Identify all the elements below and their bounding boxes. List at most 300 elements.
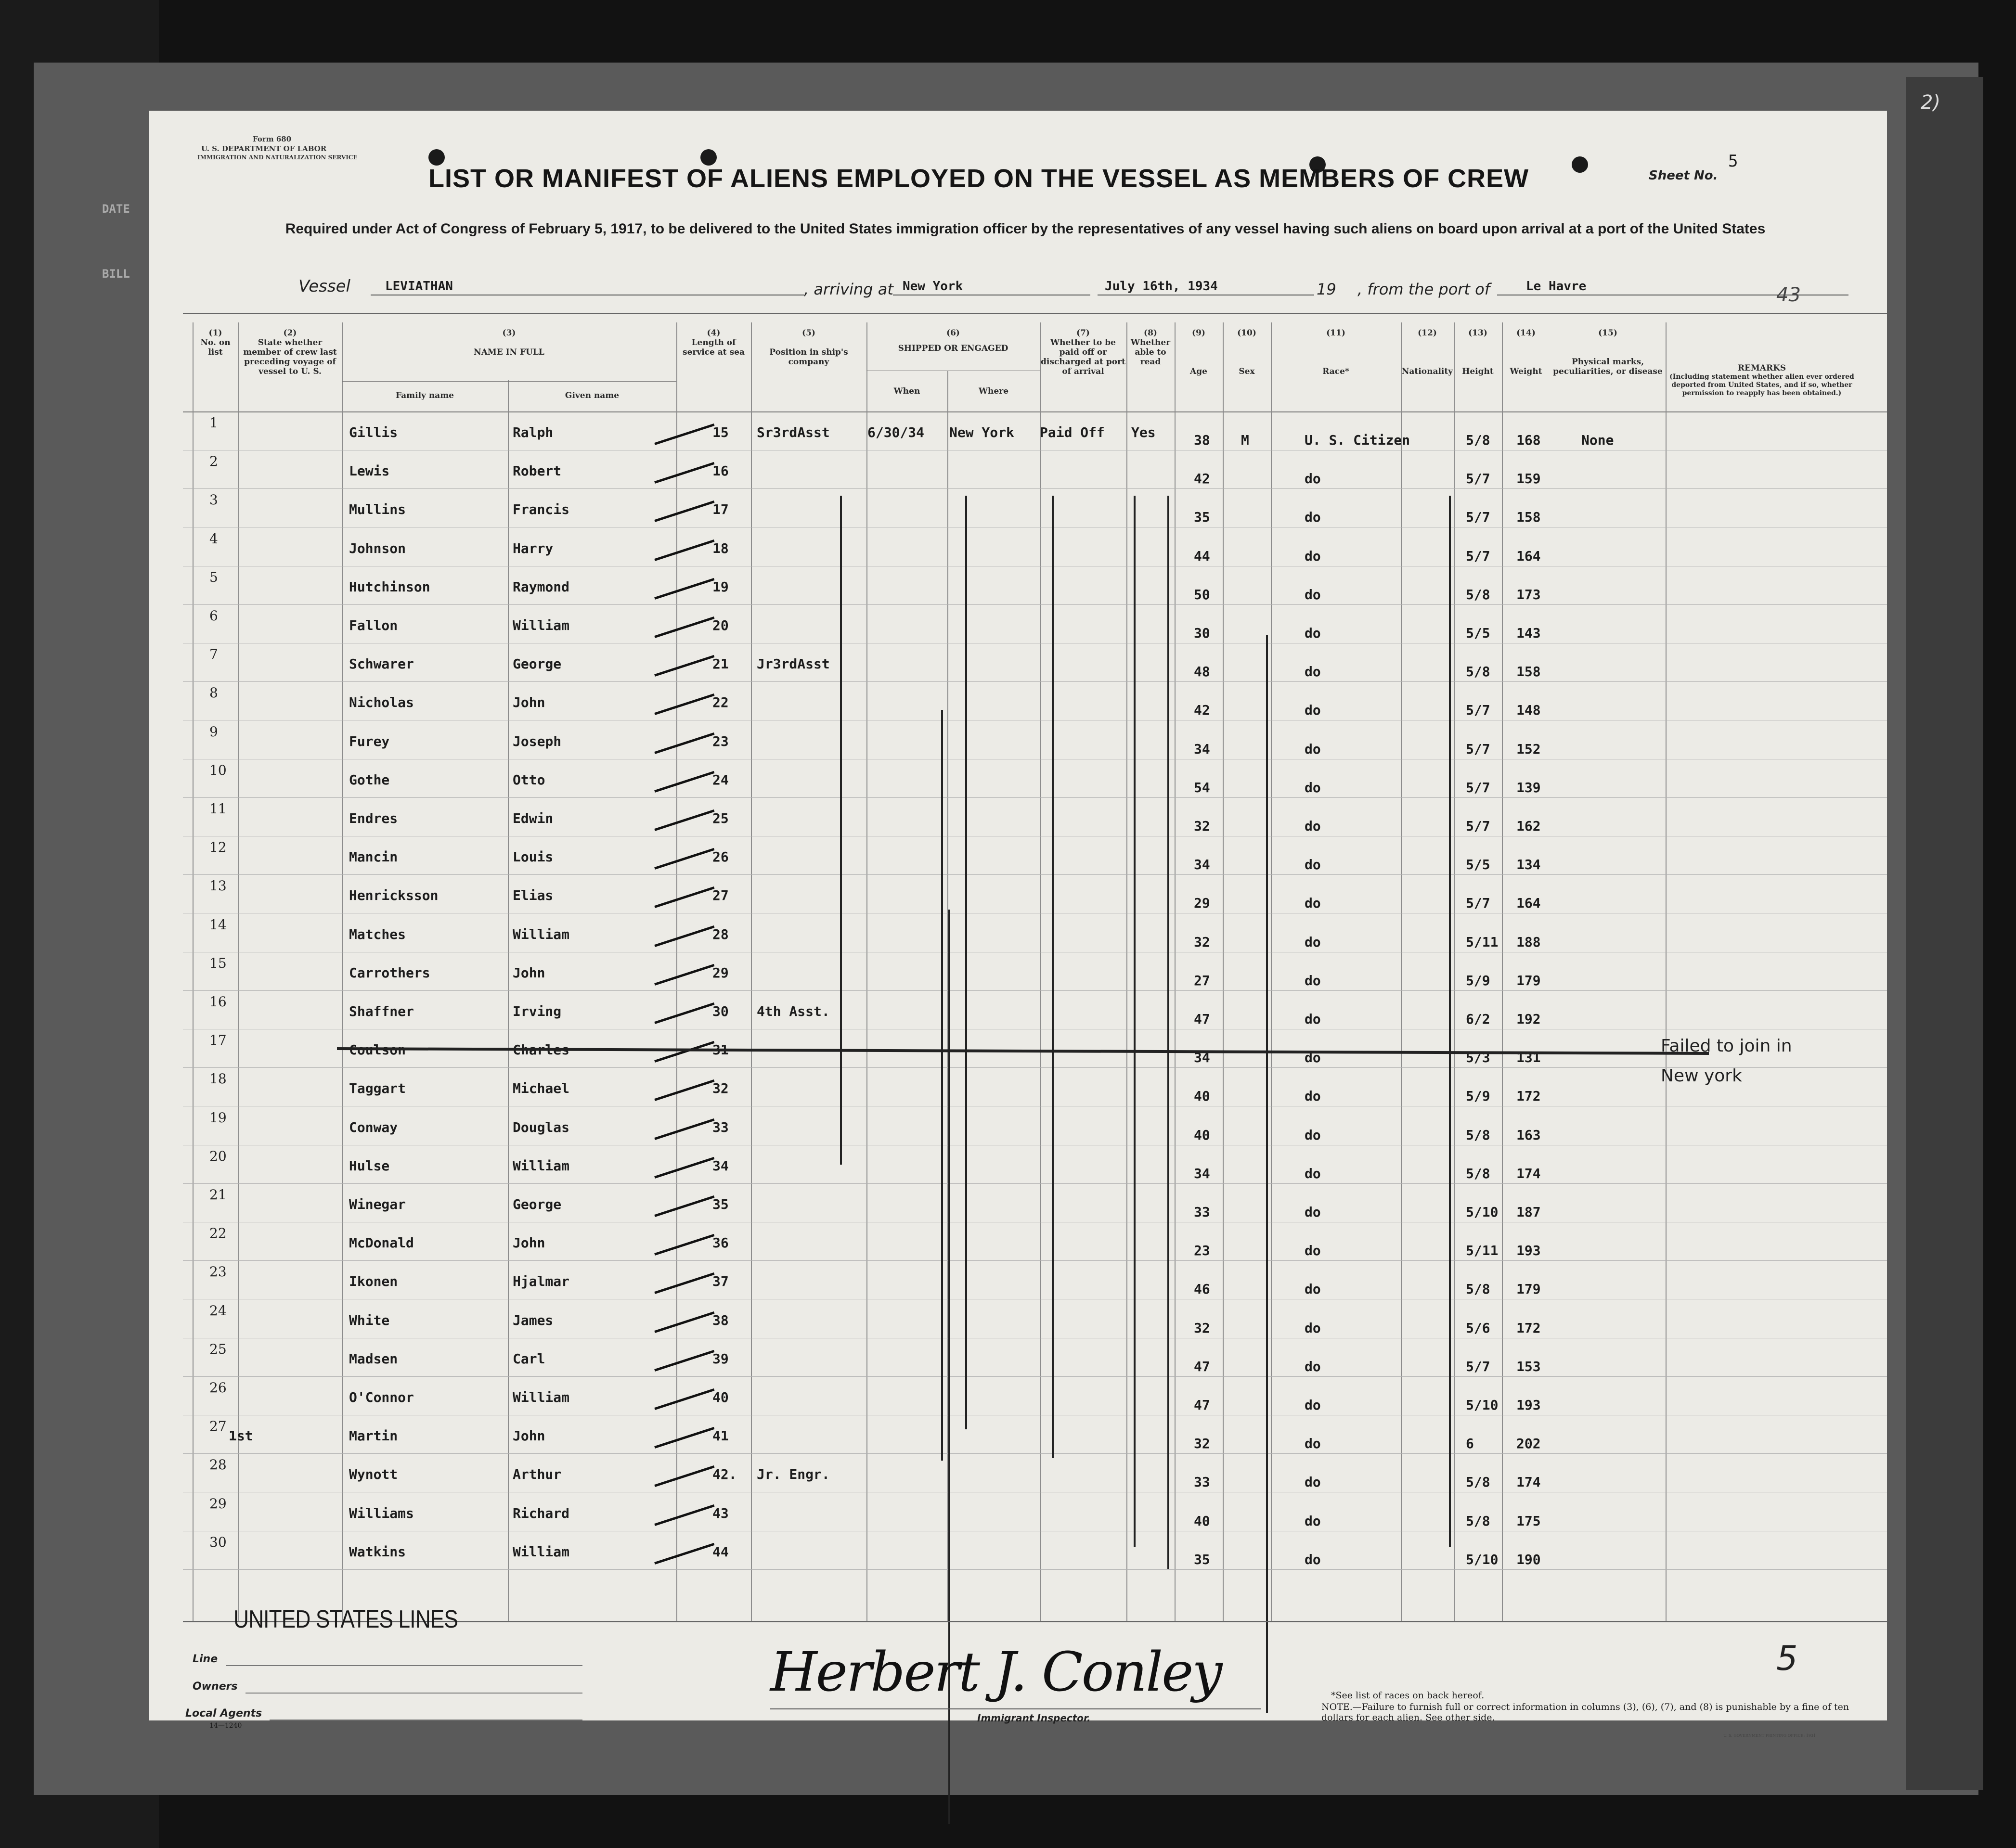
weight-cell: 163 — [1516, 1127, 1541, 1143]
service-cell: 43 — [712, 1505, 729, 1521]
owners-label: Owners — [193, 1681, 238, 1693]
line-underline — [226, 1665, 582, 1666]
column-rule — [193, 322, 194, 1622]
weight-cell: 131 — [1516, 1050, 1541, 1066]
weight-cell: 172 — [1516, 1088, 1541, 1104]
age-cell: 34 — [1194, 1050, 1210, 1066]
race-cell: do — [1305, 1551, 1321, 1567]
row-number: 13 — [209, 878, 227, 894]
row-number: 25 — [209, 1341, 227, 1357]
row-number: 24 — [209, 1302, 227, 1319]
vessel-label: Vessel — [298, 277, 350, 296]
column-rule — [1271, 322, 1272, 1622]
family-cell: Furey — [349, 733, 390, 749]
race-cell: do — [1305, 1011, 1321, 1027]
check-mark — [654, 1350, 714, 1372]
col-2-header: (2) State whether member of crew last preceding voyage of vessel to U. S. — [243, 328, 337, 376]
punch-hole — [700, 149, 717, 166]
row-number: 20 — [209, 1148, 227, 1164]
ditto-mark — [1134, 496, 1136, 1547]
race-cell: do — [1305, 934, 1321, 950]
service-cell: 25 — [712, 810, 729, 826]
given-cell: Elias — [513, 887, 554, 904]
row-number: 15 — [209, 955, 227, 971]
given-cell: Joseph — [513, 733, 562, 749]
given-cell: William — [513, 1543, 570, 1560]
given-cell: Arthur — [513, 1466, 562, 1483]
age-cell: 47 — [1194, 1397, 1210, 1413]
given-cell: John — [513, 1428, 545, 1444]
col-13-header: (13) Height — [1462, 328, 1494, 376]
race-cell: do — [1305, 586, 1321, 603]
weight-cell: 148 — [1516, 702, 1541, 719]
age-cell: 38 — [1194, 432, 1210, 448]
check-mark — [654, 1079, 714, 1101]
races-footnote: *See list of races on back hereof. — [1331, 1690, 1485, 1701]
age-cell: 46 — [1194, 1281, 1210, 1297]
service-cell: 38 — [712, 1312, 729, 1328]
row-number: 23 — [209, 1264, 227, 1280]
col-11-header: (11) Race* — [1322, 328, 1349, 376]
service-cell: 32 — [712, 1080, 729, 1097]
age-cell: 35 — [1194, 1551, 1210, 1567]
row-number: 19 — [209, 1109, 227, 1126]
weight-cell: 174 — [1516, 1474, 1541, 1490]
check-mark — [654, 1543, 714, 1565]
height-cell: 5/9 — [1466, 1088, 1490, 1104]
prev-voyage-cell: 1st — [229, 1428, 253, 1444]
given-cell: Hjalmar — [513, 1273, 570, 1290]
page-title: LIST OR MANIFEST OF ALIENS EMPLOYED ON THE VESSEL AS MEMBERS OF CREW — [428, 164, 1529, 193]
check-mark — [654, 462, 714, 484]
weight-cell: 158 — [1516, 509, 1541, 526]
age-cell: 40 — [1194, 1088, 1210, 1104]
service-cell: 26 — [712, 849, 729, 865]
height-cell: 6 — [1466, 1436, 1474, 1452]
from-port-label: , from the port of — [1357, 280, 1490, 298]
age-cell: 40 — [1194, 1513, 1210, 1529]
given-cell: Edwin — [513, 810, 554, 826]
check-mark — [654, 886, 714, 908]
family-cell: Gothe — [349, 771, 390, 788]
corner-note: 2) — [1921, 91, 1941, 114]
position-cell: 4th Asst. — [757, 1003, 830, 1019]
given-cell: John — [513, 1235, 545, 1251]
row-rule — [183, 874, 1887, 875]
height-cell: 5/7 — [1466, 779, 1490, 796]
height-cell: 5/7 — [1466, 509, 1490, 526]
given-cell: Charles — [513, 1042, 570, 1058]
given-cell: Douglas — [513, 1119, 570, 1135]
row-number: 11 — [209, 801, 227, 817]
arriving-port: New York — [903, 279, 963, 294]
family-cell: Johnson — [349, 540, 406, 556]
row-number: 7 — [209, 646, 218, 663]
ditto-mark — [965, 496, 967, 1429]
check-mark — [654, 771, 714, 793]
arrival-date: July 16th, 1934 — [1105, 279, 1218, 294]
family-cell: Lewis — [349, 463, 390, 479]
service-cell: 27 — [712, 887, 729, 904]
row-number: 5 — [209, 569, 218, 585]
weight-cell: 162 — [1516, 818, 1541, 834]
race-cell: do — [1305, 1436, 1321, 1452]
race-cell: do — [1305, 741, 1321, 757]
weight-cell: 153 — [1516, 1358, 1541, 1374]
row-number: 4 — [209, 530, 218, 547]
age-cell: 33 — [1194, 1474, 1210, 1490]
row-number: 18 — [209, 1071, 227, 1087]
department-name: U. S. DEPARTMENT OF LABOR — [201, 144, 327, 153]
age-cell: 48 — [1194, 664, 1210, 680]
year-label: 19 — [1317, 280, 1336, 298]
weight-cell: 190 — [1516, 1551, 1541, 1567]
remarks-cell: Failed to join in New york — [1661, 1036, 1792, 1086]
row-number: 30 — [209, 1534, 227, 1550]
ditto-mark — [840, 496, 842, 1165]
weight-cell: 158 — [1516, 664, 1541, 680]
race-cell: do — [1305, 779, 1321, 796]
left-tab-bill: BILL — [102, 267, 130, 281]
marks-cell: None — [1581, 432, 1614, 448]
weight-cell: 193 — [1516, 1243, 1541, 1259]
ditto-mark — [1449, 496, 1451, 1547]
family-cell: Watkins — [349, 1543, 406, 1560]
family-cell: Endres — [349, 810, 398, 826]
row-number: 29 — [209, 1495, 227, 1512]
family-cell: Wynott — [349, 1466, 398, 1483]
row-number: 1 — [209, 415, 218, 431]
row-rule — [183, 1183, 1887, 1184]
column-rule — [1126, 322, 1127, 1622]
race-cell: do — [1305, 895, 1321, 911]
manifest-sheet — [149, 111, 1887, 1738]
col-15-header: (15) Physical marks, peculiarities, or disease — [1553, 328, 1663, 376]
height-cell: 5/8 — [1466, 1281, 1490, 1297]
race-cell: do — [1305, 1320, 1321, 1336]
check-mark — [654, 1272, 714, 1294]
vessel-name: LEVIATHAN — [385, 279, 453, 294]
service-cell: 34 — [712, 1157, 729, 1174]
check-mark — [654, 1465, 714, 1487]
family-cell: McDonald — [349, 1235, 414, 1251]
check-mark — [654, 1234, 714, 1256]
weight-cell: 193 — [1516, 1397, 1541, 1413]
given-cell: Francis — [513, 501, 570, 518]
check-mark — [654, 655, 714, 677]
service-cell: 44 — [712, 1543, 729, 1560]
age-cell: 23 — [1194, 1243, 1210, 1259]
weight-cell: 139 — [1516, 779, 1541, 796]
age-cell: 47 — [1194, 1011, 1210, 1027]
family-cell: Conway — [349, 1119, 398, 1135]
age-cell: 50 — [1194, 586, 1210, 603]
race-cell: do — [1305, 1127, 1321, 1143]
age-cell: 34 — [1194, 857, 1210, 873]
row-number: 3 — [209, 492, 218, 508]
position-cell: Jr. Engr. — [757, 1466, 830, 1483]
service-cell: 40 — [712, 1389, 729, 1405]
height-cell: 5/6 — [1466, 1320, 1490, 1336]
height-cell: 5/7 — [1466, 741, 1490, 757]
height-cell: 5/8 — [1466, 1127, 1490, 1143]
row-number: 26 — [209, 1380, 227, 1396]
weight-cell: 164 — [1516, 548, 1541, 564]
col-3-header: (3) NAME IN FULL — [474, 328, 544, 357]
family-cell: Mullins — [349, 501, 406, 518]
inspector-label: Immigrant Inspector. — [977, 1712, 1091, 1724]
departure-port: Le Havre — [1526, 279, 1587, 294]
given-cell: William — [513, 1157, 570, 1174]
column-rule — [866, 322, 867, 1622]
height-cell: 5/8 — [1466, 1513, 1490, 1529]
weight-cell: 172 — [1516, 1320, 1541, 1336]
row-rule — [183, 1376, 1887, 1377]
height-cell: 5/8 — [1466, 664, 1490, 680]
service-cell: 18 — [712, 540, 729, 556]
row-rule — [183, 681, 1887, 682]
service-cell: 35 — [712, 1196, 729, 1212]
page-number: 43 — [1776, 284, 1801, 306]
weight-cell: 168 — [1516, 432, 1541, 448]
family-cell: Hulse — [349, 1157, 390, 1174]
board-edge — [1906, 77, 1983, 1790]
inspector-underline — [770, 1708, 1261, 1709]
where-cell: New York — [949, 424, 1014, 440]
check-mark — [654, 1504, 714, 1526]
race-cell: do — [1305, 1474, 1321, 1490]
age-cell: 42 — [1194, 471, 1210, 487]
column-rule — [676, 322, 677, 1622]
age-cell: 33 — [1194, 1204, 1210, 1220]
service-cell: 39 — [712, 1350, 729, 1367]
punch-hole — [428, 149, 445, 166]
height-cell: 5/5 — [1466, 857, 1490, 873]
col-1-header: (1) No. on list — [200, 328, 231, 357]
service-cell: 24 — [712, 771, 729, 788]
race-cell: do — [1305, 818, 1321, 834]
arriving-label: , arriving at — [804, 280, 893, 298]
name-subheader-rule — [342, 381, 676, 382]
given-cell: William — [513, 926, 570, 942]
service-cell: 16 — [712, 463, 729, 479]
column-rule — [1040, 322, 1041, 1622]
family-cell: Gillis — [349, 424, 398, 440]
age-cell: 42 — [1194, 702, 1210, 719]
printer-imprint: U. S. GOVERNMENT PRINTING OFFICE: 1931 — [1723, 1733, 1816, 1738]
check-mark — [654, 809, 714, 831]
given-cell: Louis — [513, 849, 554, 865]
age-cell: 35 — [1194, 509, 1210, 526]
race-cell: do — [1305, 664, 1321, 680]
col-6-header: (6) SHIPPED OR ENGAGED — [898, 328, 1008, 353]
row-rule — [183, 797, 1887, 798]
weight-cell: 192 — [1516, 1011, 1541, 1027]
service-cell: 17 — [712, 501, 729, 518]
check-mark — [654, 500, 714, 522]
given-name-header: Given name — [565, 391, 620, 400]
family-cell: Madsen — [349, 1350, 398, 1367]
check-mark — [654, 1427, 714, 1449]
check-mark — [654, 1157, 714, 1179]
row-rule — [183, 990, 1887, 991]
given-cell: William — [513, 617, 570, 633]
family-cell: Coulson — [349, 1042, 406, 1058]
weight-cell: 202 — [1516, 1436, 1541, 1452]
given-cell: John — [513, 964, 545, 981]
column-rule — [1666, 322, 1667, 1622]
page-mark: 5 — [1776, 1639, 1798, 1678]
family-name-header: Family name — [395, 391, 454, 400]
height-cell: 5/7 — [1466, 702, 1490, 719]
race-cell: do — [1305, 471, 1321, 487]
penalty-note: NOTE.—Failure to furnish full or correct information in columns (3), (6), (7), and (8) is punishable by a fine of ten dollars for each alien. See other side. — [1321, 1702, 1849, 1723]
given-cell: Irving — [513, 1003, 562, 1019]
race-cell: do — [1305, 1397, 1321, 1413]
family-cell: Shaffner — [349, 1003, 414, 1019]
family-cell: Martin — [349, 1428, 398, 1444]
row-rule — [183, 604, 1887, 605]
height-cell: 5/7 — [1466, 818, 1490, 834]
check-mark — [654, 424, 714, 445]
row-rule — [183, 1569, 1887, 1570]
table-top-border — [183, 313, 1887, 314]
age-cell: 34 — [1194, 1165, 1210, 1181]
given-cell: Harry — [513, 540, 554, 556]
weight-cell: 174 — [1516, 1165, 1541, 1181]
family-cell: Winegar — [349, 1196, 406, 1212]
family-cell: White — [349, 1312, 390, 1328]
column-rule — [1401, 322, 1402, 1622]
age-cell: 29 — [1194, 895, 1210, 911]
weight-cell: 179 — [1516, 972, 1541, 988]
service-cell: 31 — [712, 1042, 729, 1058]
col-7-header: (7) Whether to be paid off or discharged at port of arrival — [1041, 328, 1125, 376]
weight-cell: 175 — [1516, 1513, 1541, 1529]
height-cell: 5/10 — [1466, 1551, 1499, 1567]
agents-code: 14—1240 — [209, 1722, 242, 1730]
given-cell: Otto — [513, 771, 545, 788]
row-number: 8 — [209, 685, 218, 701]
weight-cell: 179 — [1516, 1281, 1541, 1297]
col-9-header: (9) Age — [1190, 328, 1207, 376]
sex-cell: M — [1241, 432, 1249, 448]
age-cell: 32 — [1194, 818, 1210, 834]
check-mark — [654, 616, 714, 638]
row-number: 12 — [209, 839, 227, 856]
family-cell: Fallon — [349, 617, 398, 633]
age-cell: 32 — [1194, 1436, 1210, 1452]
row-rule — [183, 1260, 1887, 1261]
ditto-mark — [1266, 635, 1268, 1713]
height-cell: 5/7 — [1466, 471, 1490, 487]
age-cell: 27 — [1194, 972, 1210, 988]
age-cell: 54 — [1194, 779, 1210, 796]
col-5-header: (5) Position in ship's company — [769, 328, 848, 367]
column-rule — [1454, 322, 1455, 1622]
column-rule — [751, 322, 752, 1622]
column-rule — [238, 322, 239, 1622]
service-cell: 15 — [712, 424, 729, 440]
owners-underline — [246, 1693, 582, 1694]
weight-cell: 152 — [1516, 741, 1541, 757]
race-cell: do — [1305, 1513, 1321, 1529]
service-cell: 29 — [712, 964, 729, 981]
sheet-label: Sheet No. — [1649, 168, 1718, 183]
height-cell: 6/2 — [1466, 1011, 1490, 1027]
height-cell: 5/10 — [1466, 1397, 1499, 1413]
weight-cell: 159 — [1516, 471, 1541, 487]
height-cell: 5/8 — [1466, 1165, 1490, 1181]
family-cell: Mancin — [349, 849, 398, 865]
line-label: Line — [193, 1653, 218, 1665]
row-number: 10 — [209, 762, 227, 778]
family-cell: Matches — [349, 926, 406, 942]
race-cell: do — [1305, 509, 1321, 526]
age-cell: 47 — [1194, 1358, 1210, 1374]
col-4-header: (4) Length of service at sea — [683, 328, 745, 357]
age-cell: 40 — [1194, 1127, 1210, 1143]
name-col-divider — [508, 380, 509, 1622]
ditto-mark — [941, 710, 943, 1461]
row-number: 9 — [209, 723, 218, 740]
row-number: 28 — [209, 1457, 227, 1473]
check-mark — [654, 1002, 714, 1024]
row-rule — [183, 1453, 1887, 1454]
race-cell: do — [1305, 1050, 1321, 1066]
row-number: 2 — [209, 453, 218, 470]
read-cell: Yes — [1131, 424, 1156, 440]
table-header-bottom — [183, 411, 1887, 412]
family-cell: Carrothers — [349, 964, 430, 981]
service-cell: 42. — [712, 1466, 737, 1483]
age-cell: 34 — [1194, 741, 1210, 757]
service-cell: 36 — [712, 1235, 729, 1251]
race-cell: do — [1305, 972, 1321, 988]
family-cell: O'Connor — [349, 1389, 414, 1405]
when-header: When — [893, 386, 920, 396]
family-cell: Taggart — [349, 1080, 406, 1097]
height-cell: 5/8 — [1466, 586, 1490, 603]
given-cell: Richard — [513, 1505, 570, 1521]
family-cell: Hutchinson — [349, 578, 430, 595]
row-number: 22 — [209, 1225, 227, 1242]
given-cell: Robert — [513, 463, 562, 479]
check-mark — [654, 539, 714, 561]
row-rule — [183, 488, 1887, 489]
service-cell: 19 — [712, 578, 729, 595]
family-cell: Williams — [349, 1505, 414, 1521]
check-mark — [654, 1311, 714, 1333]
race-cell: do — [1305, 1165, 1321, 1181]
race-cell: do — [1305, 625, 1321, 641]
paid-cell: Paid Off — [1040, 424, 1105, 440]
check-mark — [654, 848, 714, 870]
check-mark — [654, 693, 714, 715]
height-cell: 5/9 — [1466, 972, 1490, 988]
row-number: 17 — [209, 1032, 227, 1049]
col-12-header: (12) Nationality — [1401, 328, 1453, 376]
service-cell: 33 — [712, 1119, 729, 1135]
race-cell: do — [1305, 857, 1321, 873]
given-cell: James — [513, 1312, 554, 1328]
service-name: IMMIGRATION AND NATURALIZATION SERVICE — [197, 154, 358, 161]
col-8-header: (8) Whether able to read — [1130, 328, 1171, 367]
given-cell: Ralph — [513, 424, 554, 440]
weight-cell: 143 — [1516, 625, 1541, 641]
given-cell: Carl — [513, 1350, 545, 1367]
service-cell: 22 — [712, 694, 729, 711]
